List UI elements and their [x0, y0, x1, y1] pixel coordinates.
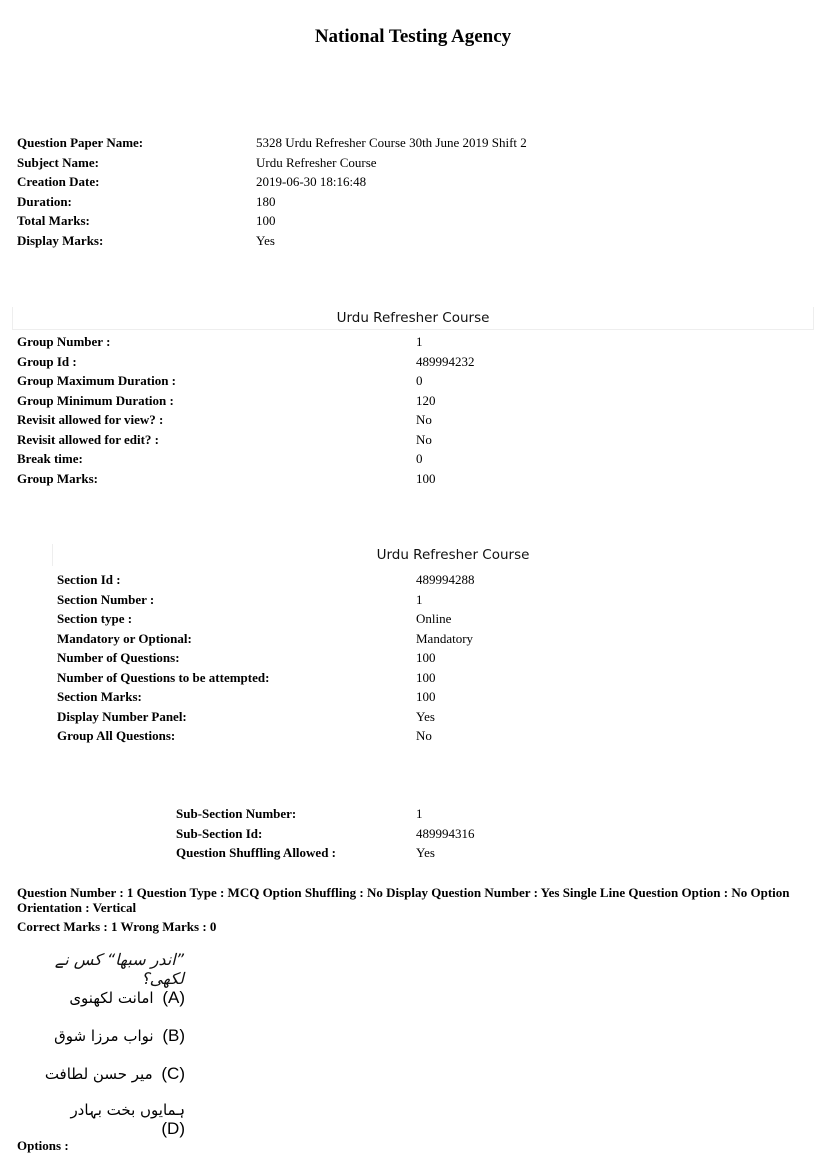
- detail-label: Group Marks:: [17, 470, 99, 486]
- detail-row: [17, 172, 527, 192]
- option-text: نواب مرزا شوق: [54, 1027, 154, 1045]
- detail-label: Group Id :: [17, 353, 77, 369]
- detail-label: Group Number :: [17, 334, 111, 349]
- detail-label: Total Marks:: [17, 213, 90, 228]
- detail-value: 100: [416, 650, 436, 665]
- detail-row: [17, 410, 475, 430]
- detail-value: 1: [416, 334, 423, 349]
- detail-label: Mandatory or Optional:: [57, 630, 192, 646]
- detail-label: Section Marks:: [57, 689, 142, 704]
- detail-label: Question Shuffling Allowed :: [176, 845, 337, 860]
- detail-label: Revisit allowed for edit? :: [17, 431, 160, 447]
- detail-row: [176, 824, 475, 844]
- detail-value: Mandatory: [416, 630, 474, 646]
- option-label: (D): [161, 1119, 185, 1138]
- detail-row: [57, 687, 475, 707]
- detail-row: [17, 231, 527, 251]
- detail-value: Urdu Refresher Course: [256, 154, 377, 170]
- detail-label: Group All Questions:: [57, 728, 176, 743]
- section-banner: Urdu Refresher Course: [52, 544, 826, 566]
- detail-row: [17, 153, 527, 173]
- detail-value: Yes: [416, 708, 435, 724]
- detail-label: Group Minimum Duration :: [17, 392, 174, 408]
- option-label: (C): [161, 1064, 185, 1083]
- question-marks: Correct Marks : 1 Wrong Marks : 0: [17, 919, 217, 934]
- detail-row: [57, 707, 475, 727]
- question-header: Question Number : 1 Question Type : MCQ Option Shuffling : No Display Question Number : Yes Single Line Question Option : No Option Orientation : Vertical: [17, 885, 790, 915]
- detail-row: [17, 192, 527, 212]
- detail-value: 100: [416, 689, 436, 704]
- group-details: [17, 332, 475, 488]
- detail-row: [57, 570, 475, 590]
- detail-value: 100: [256, 213, 276, 228]
- detail-label: Number of Questions:: [57, 650, 180, 665]
- detail-label: Creation Date:: [17, 174, 100, 189]
- detail-label: Revisit allowed for view? :: [17, 412, 164, 427]
- detail-row: [57, 609, 475, 629]
- option-label: (A): [162, 988, 185, 1007]
- question-stem: ”اندر سبھا“ کس نے لکھی؟: [54, 950, 184, 988]
- paper-details: [17, 133, 527, 250]
- option-text: میر حسن لطافت: [44, 1065, 153, 1083]
- detail-label: Display Number Panel:: [57, 708, 187, 724]
- option-b: [40, 1026, 185, 1046]
- detail-value: 2019-06-30 18:16:48: [256, 174, 367, 189]
- detail-value: 1: [416, 591, 423, 607]
- detail-value: 489994316: [416, 825, 475, 841]
- detail-row: [17, 469, 475, 489]
- subsection-details: [176, 804, 475, 863]
- detail-value: No: [416, 431, 432, 447]
- detail-value: No: [416, 728, 432, 743]
- detail-label: Section Number :: [57, 591, 155, 607]
- detail-row: [176, 804, 475, 824]
- detail-row: [17, 211, 527, 231]
- detail-value: 0: [416, 451, 423, 466]
- detail-row: [176, 843, 475, 863]
- detail-label: Display Marks:: [17, 232, 104, 248]
- detail-value: 100: [416, 669, 436, 685]
- detail-row: [17, 391, 475, 411]
- option-a: [40, 988, 185, 1008]
- detail-value: 100: [416, 470, 436, 486]
- detail-label: Number of Questions to be attempted:: [57, 669, 270, 685]
- detail-row: [17, 332, 475, 352]
- detail-label: Section Id :: [57, 572, 121, 587]
- detail-label: Duration:: [17, 193, 72, 209]
- detail-label: Section type :: [57, 611, 133, 626]
- detail-row: [17, 352, 475, 372]
- detail-value: 120: [416, 392, 436, 408]
- detail-row: [57, 726, 475, 746]
- section-details: [57, 570, 475, 746]
- option-d: [40, 1101, 185, 1139]
- detail-label: Break time:: [17, 451, 83, 466]
- option-text: ہمایوں بخت بہادر: [70, 1101, 185, 1119]
- option-text: امانت لکھنوی: [69, 989, 154, 1007]
- detail-value: No: [416, 412, 432, 427]
- detail-value: 0: [416, 373, 423, 388]
- detail-row: [17, 449, 475, 469]
- detail-label: Sub-Section Number:: [176, 806, 297, 821]
- detail-value: 1: [416, 806, 423, 821]
- option-label: (B): [162, 1026, 185, 1045]
- detail-value: 489994288: [416, 572, 475, 587]
- detail-row: [17, 371, 475, 391]
- detail-label: Group Maximum Duration :: [17, 373, 177, 388]
- detail-row: [57, 629, 475, 649]
- detail-value: Online: [416, 611, 452, 626]
- options-label: Options :: [17, 1138, 69, 1153]
- detail-label: Question Paper Name:: [17, 135, 144, 150]
- detail-label: Subject Name:: [17, 154, 99, 170]
- detail-row: [57, 590, 475, 610]
- detail-row: [17, 430, 475, 450]
- detail-row: [57, 648, 475, 668]
- detail-row: [57, 668, 475, 688]
- group-banner: Urdu Refresher Course: [12, 307, 814, 330]
- detail-label: Sub-Section Id:: [176, 825, 263, 841]
- option-c: [40, 1064, 185, 1084]
- detail-row: [17, 133, 527, 153]
- detail-value: 5328 Urdu Refresher Course 30th June 2019 Shift 2: [256, 135, 527, 150]
- detail-value: 489994232: [416, 353, 475, 369]
- detail-value: Yes: [256, 232, 275, 248]
- detail-value: Yes: [416, 845, 435, 860]
- detail-value: 180: [256, 193, 276, 209]
- page-title: National Testing Agency: [314, 26, 512, 47]
